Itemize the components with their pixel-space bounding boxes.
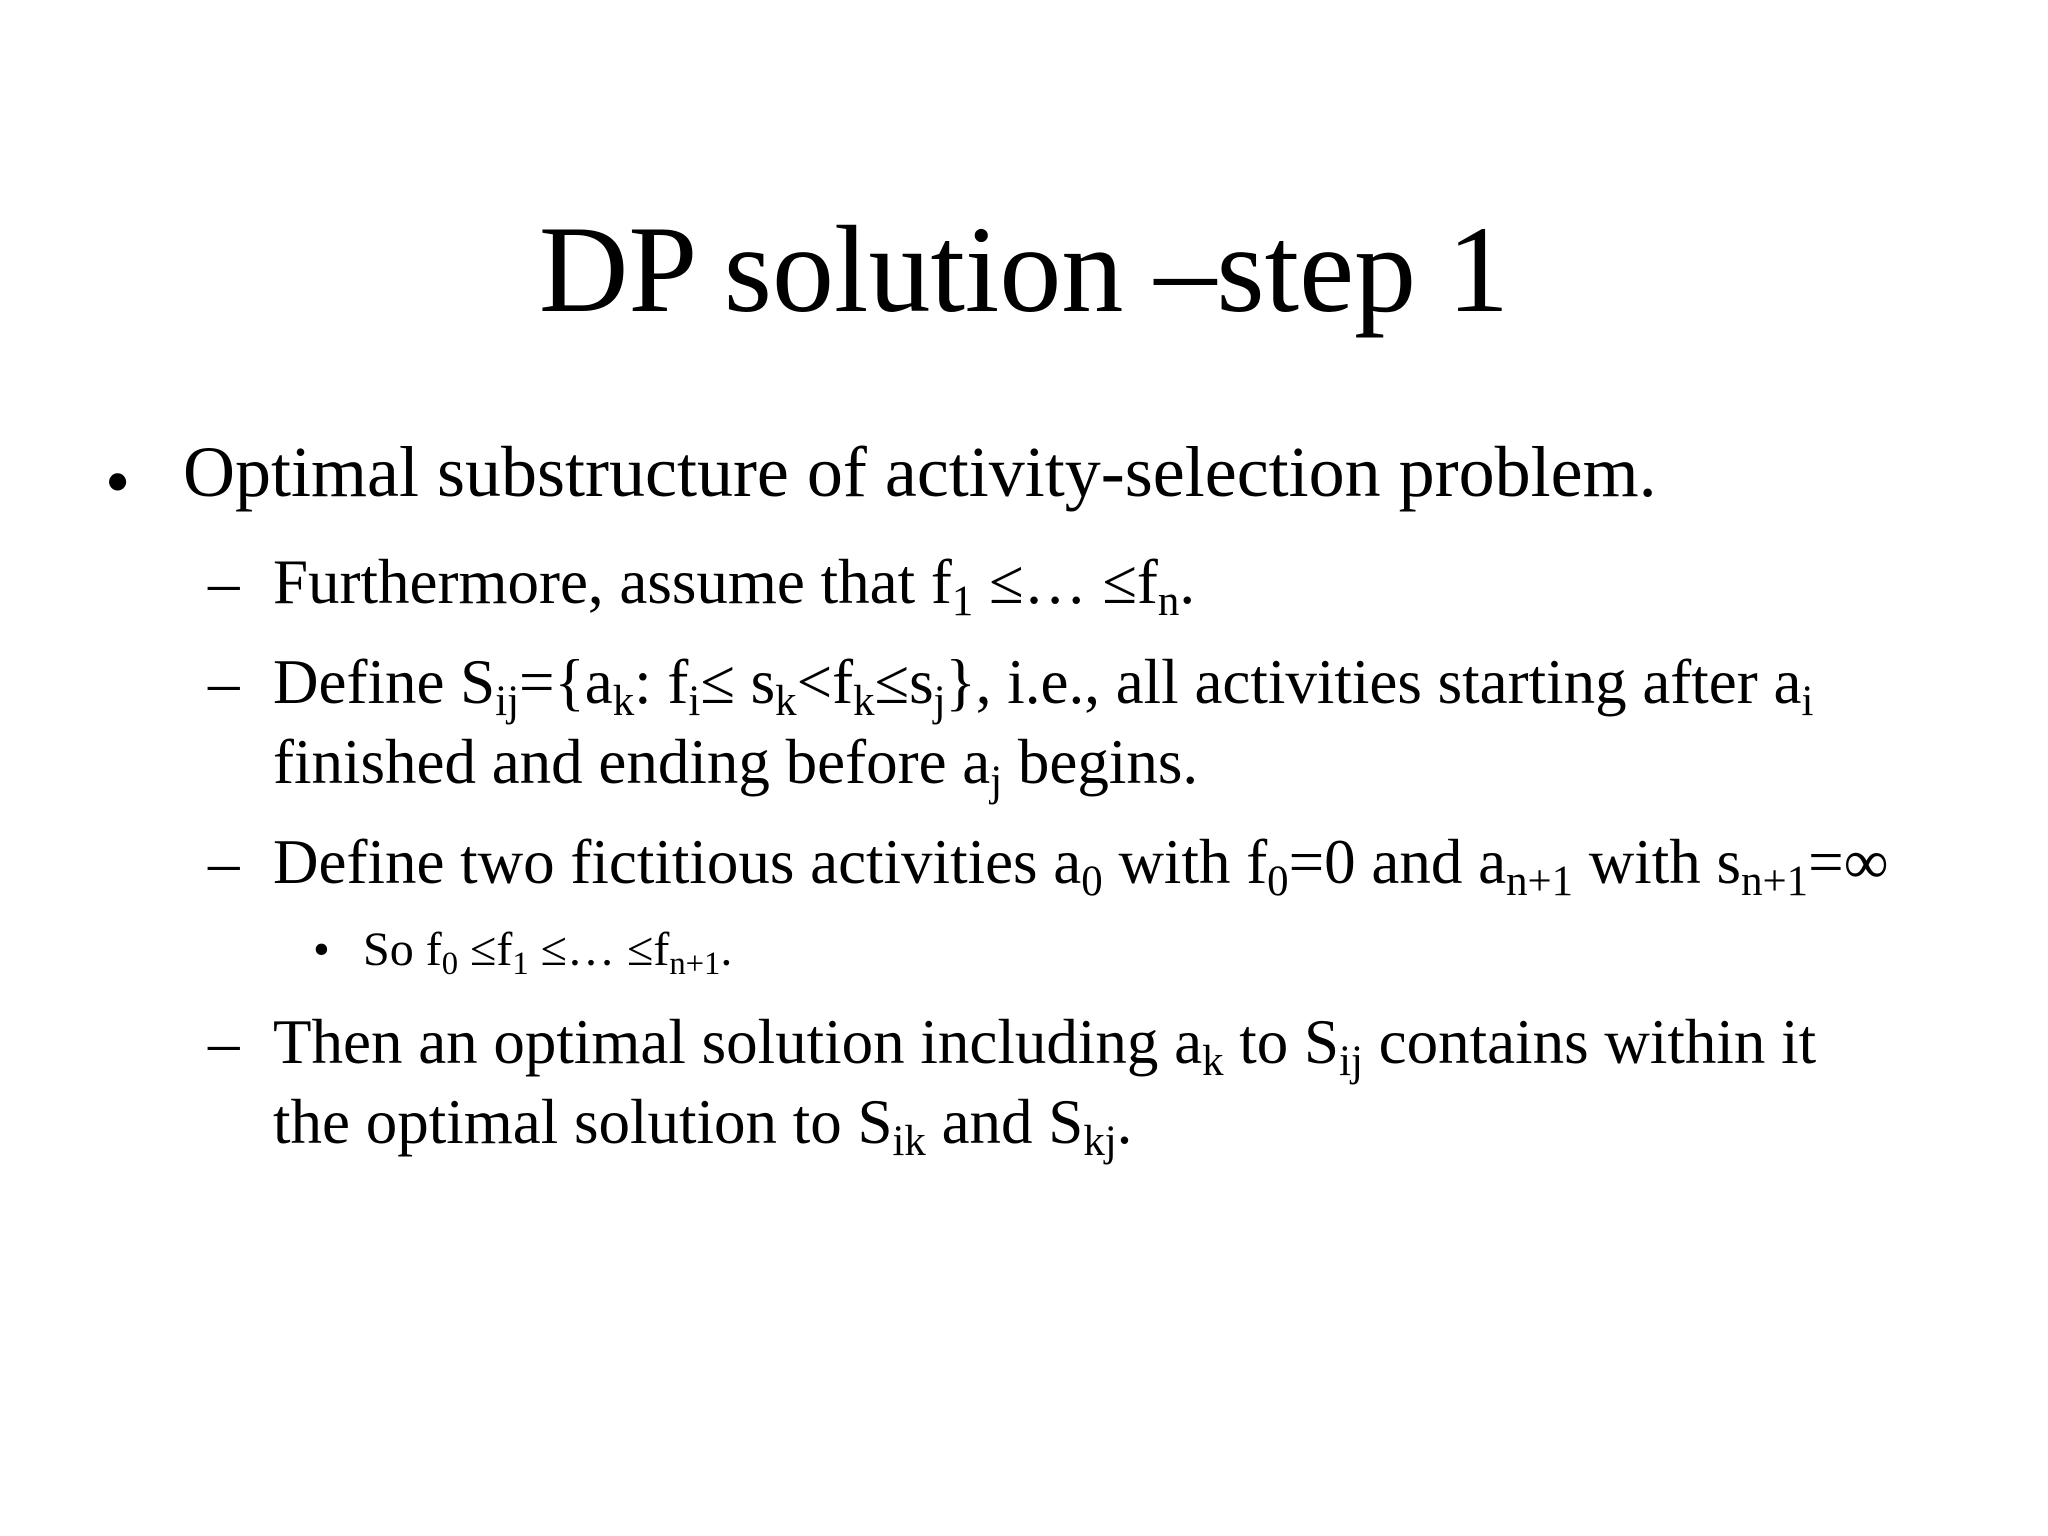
slide-title: DP solution –step 1 bbox=[538, 201, 1510, 338]
sub-bullet-furthermore: Furthermore, assume that $f_1$ ≤… $\le f_n$. bbox=[273, 547, 1196, 625]
sub-bullet-optimal-solution-continued: the optimal solution to $S_{ik}$ and $S_{kj}$. bbox=[273, 1087, 1133, 1165]
sub-sub-bullet-ordering: So $f_0 \le f_1$ ≤… $\le f_{n+1}$. bbox=[363, 923, 733, 983]
bullet-marker: • bbox=[105, 442, 131, 522]
sub-bullet-optimal-solution: Then an optimal solution including $a_k$ to $S_{ij}$ contains within it bbox=[273, 1007, 1817, 1085]
dash-marker: – bbox=[208, 1007, 240, 1077]
bullet-text-optimal-substructure: Optimal substructure of activity-selection problem. bbox=[183, 432, 1657, 512]
sub-bullet-fictitious-activities: Define two fictitious activities $a_0$ with $f_0=0$ and $a_{n+1}$ with $s_{n+1}=\infty$ bbox=[273, 827, 1889, 905]
small-bullet-marker: • bbox=[313, 923, 330, 976]
dash-marker: – bbox=[208, 827, 240, 897]
sub-bullet-define-sij-continued: finished and ending before $a_j$ begins. bbox=[273, 727, 1199, 805]
sub-bullet-define-sij: Define $S_{ij}=\{a_k$: $f_i\le s_k<f_k\le s_j$}, i.e., all activities starting after $a_i$ bbox=[273, 647, 1814, 725]
dash-marker: – bbox=[208, 547, 240, 617]
dash-marker: – bbox=[208, 647, 240, 717]
